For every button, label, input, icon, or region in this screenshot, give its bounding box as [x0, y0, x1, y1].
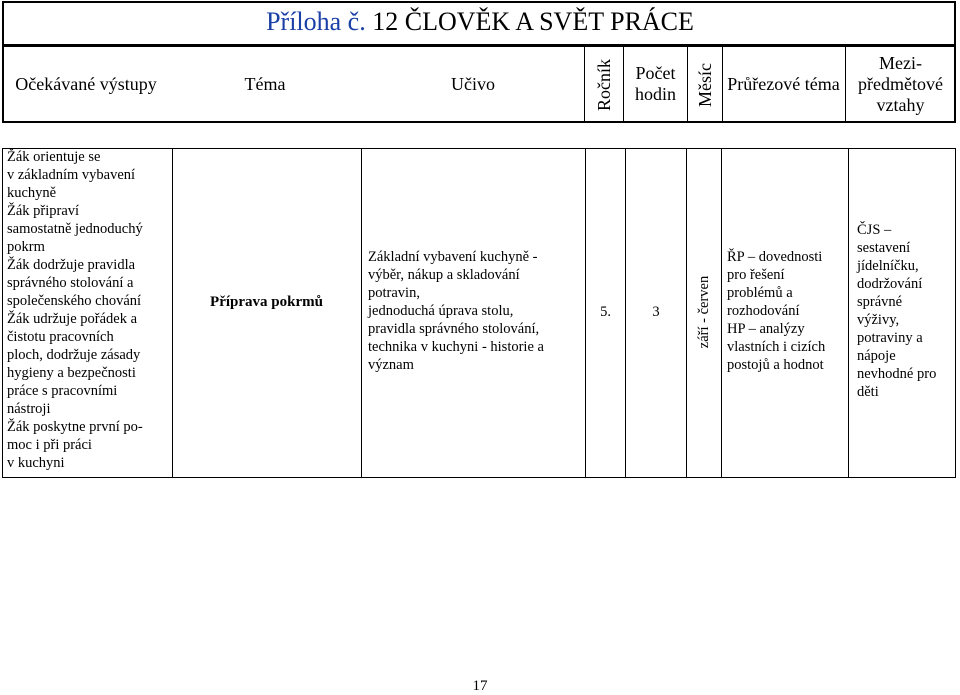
cell-pocet-hodin: 3 — [652, 304, 660, 320]
cell-tema: Příprava pokrmů — [210, 294, 323, 310]
header-mezipredmetove-vztahy: Mezi- předmětové vztahy — [858, 52, 943, 115]
row-divider — [686, 148, 687, 478]
cell-mezipredmetove-vztahy: ČJS – sestavení jídelníčku, dodržování správné výživy, potraviny a nápoje nevhodné pro děti — [857, 222, 937, 400]
header-divider — [687, 45, 688, 123]
cell-ucivo: Základní vybavení kuchyně - výběr, nákup a skladování potravin, jednoduchá úprava stolu, pravidla správného stolování, technika v kuchyni - historie a význam — [368, 249, 544, 373]
row-divider — [361, 148, 362, 478]
row-divider — [848, 148, 849, 478]
header-ocekavane-vystupy: Očekávané výstupy — [15, 73, 157, 94]
header-rocnik: Ročník — [594, 59, 614, 111]
cell-prurezove-tema: ŘP – dovednosti pro řešení problémů a rozhodování HP – analýzy vlastních i cizích postojů a hodnot — [727, 249, 826, 373]
header-tema: Téma — [244, 73, 286, 94]
header-prurezove-tema: Průřezové téma — [727, 73, 840, 94]
cell-ocekavane-vystupy: Žák orientuje se v základním vybavení kuchyně Žák připraví samostatně jednoduchý pokrm Žák dodržuje pravidla správného stolování a společenského chování Žák udržuje pořádek a čistotu pracovních ploch, dodržuje zásady hygieny a bezpečnosti práce s pracovními nástroji Žák poskytne první po- moc i při práci v kuchyni — [7, 149, 143, 471]
header-mesic: Měsíc — [695, 63, 715, 107]
cell-rocnik: 5. — [600, 304, 611, 320]
header-divider — [584, 45, 585, 123]
page-title: Příloha č. 12 ČLOVĚK A SVĚT PRÁCE — [266, 7, 694, 36]
cell-mesic: září - červen — [696, 275, 712, 349]
row-divider — [721, 148, 722, 478]
header-ucivo: Učivo — [451, 73, 495, 94]
page-number: 17 — [472, 678, 488, 694]
header-pocet-hodin: Počet hodin — [634, 63, 676, 104]
